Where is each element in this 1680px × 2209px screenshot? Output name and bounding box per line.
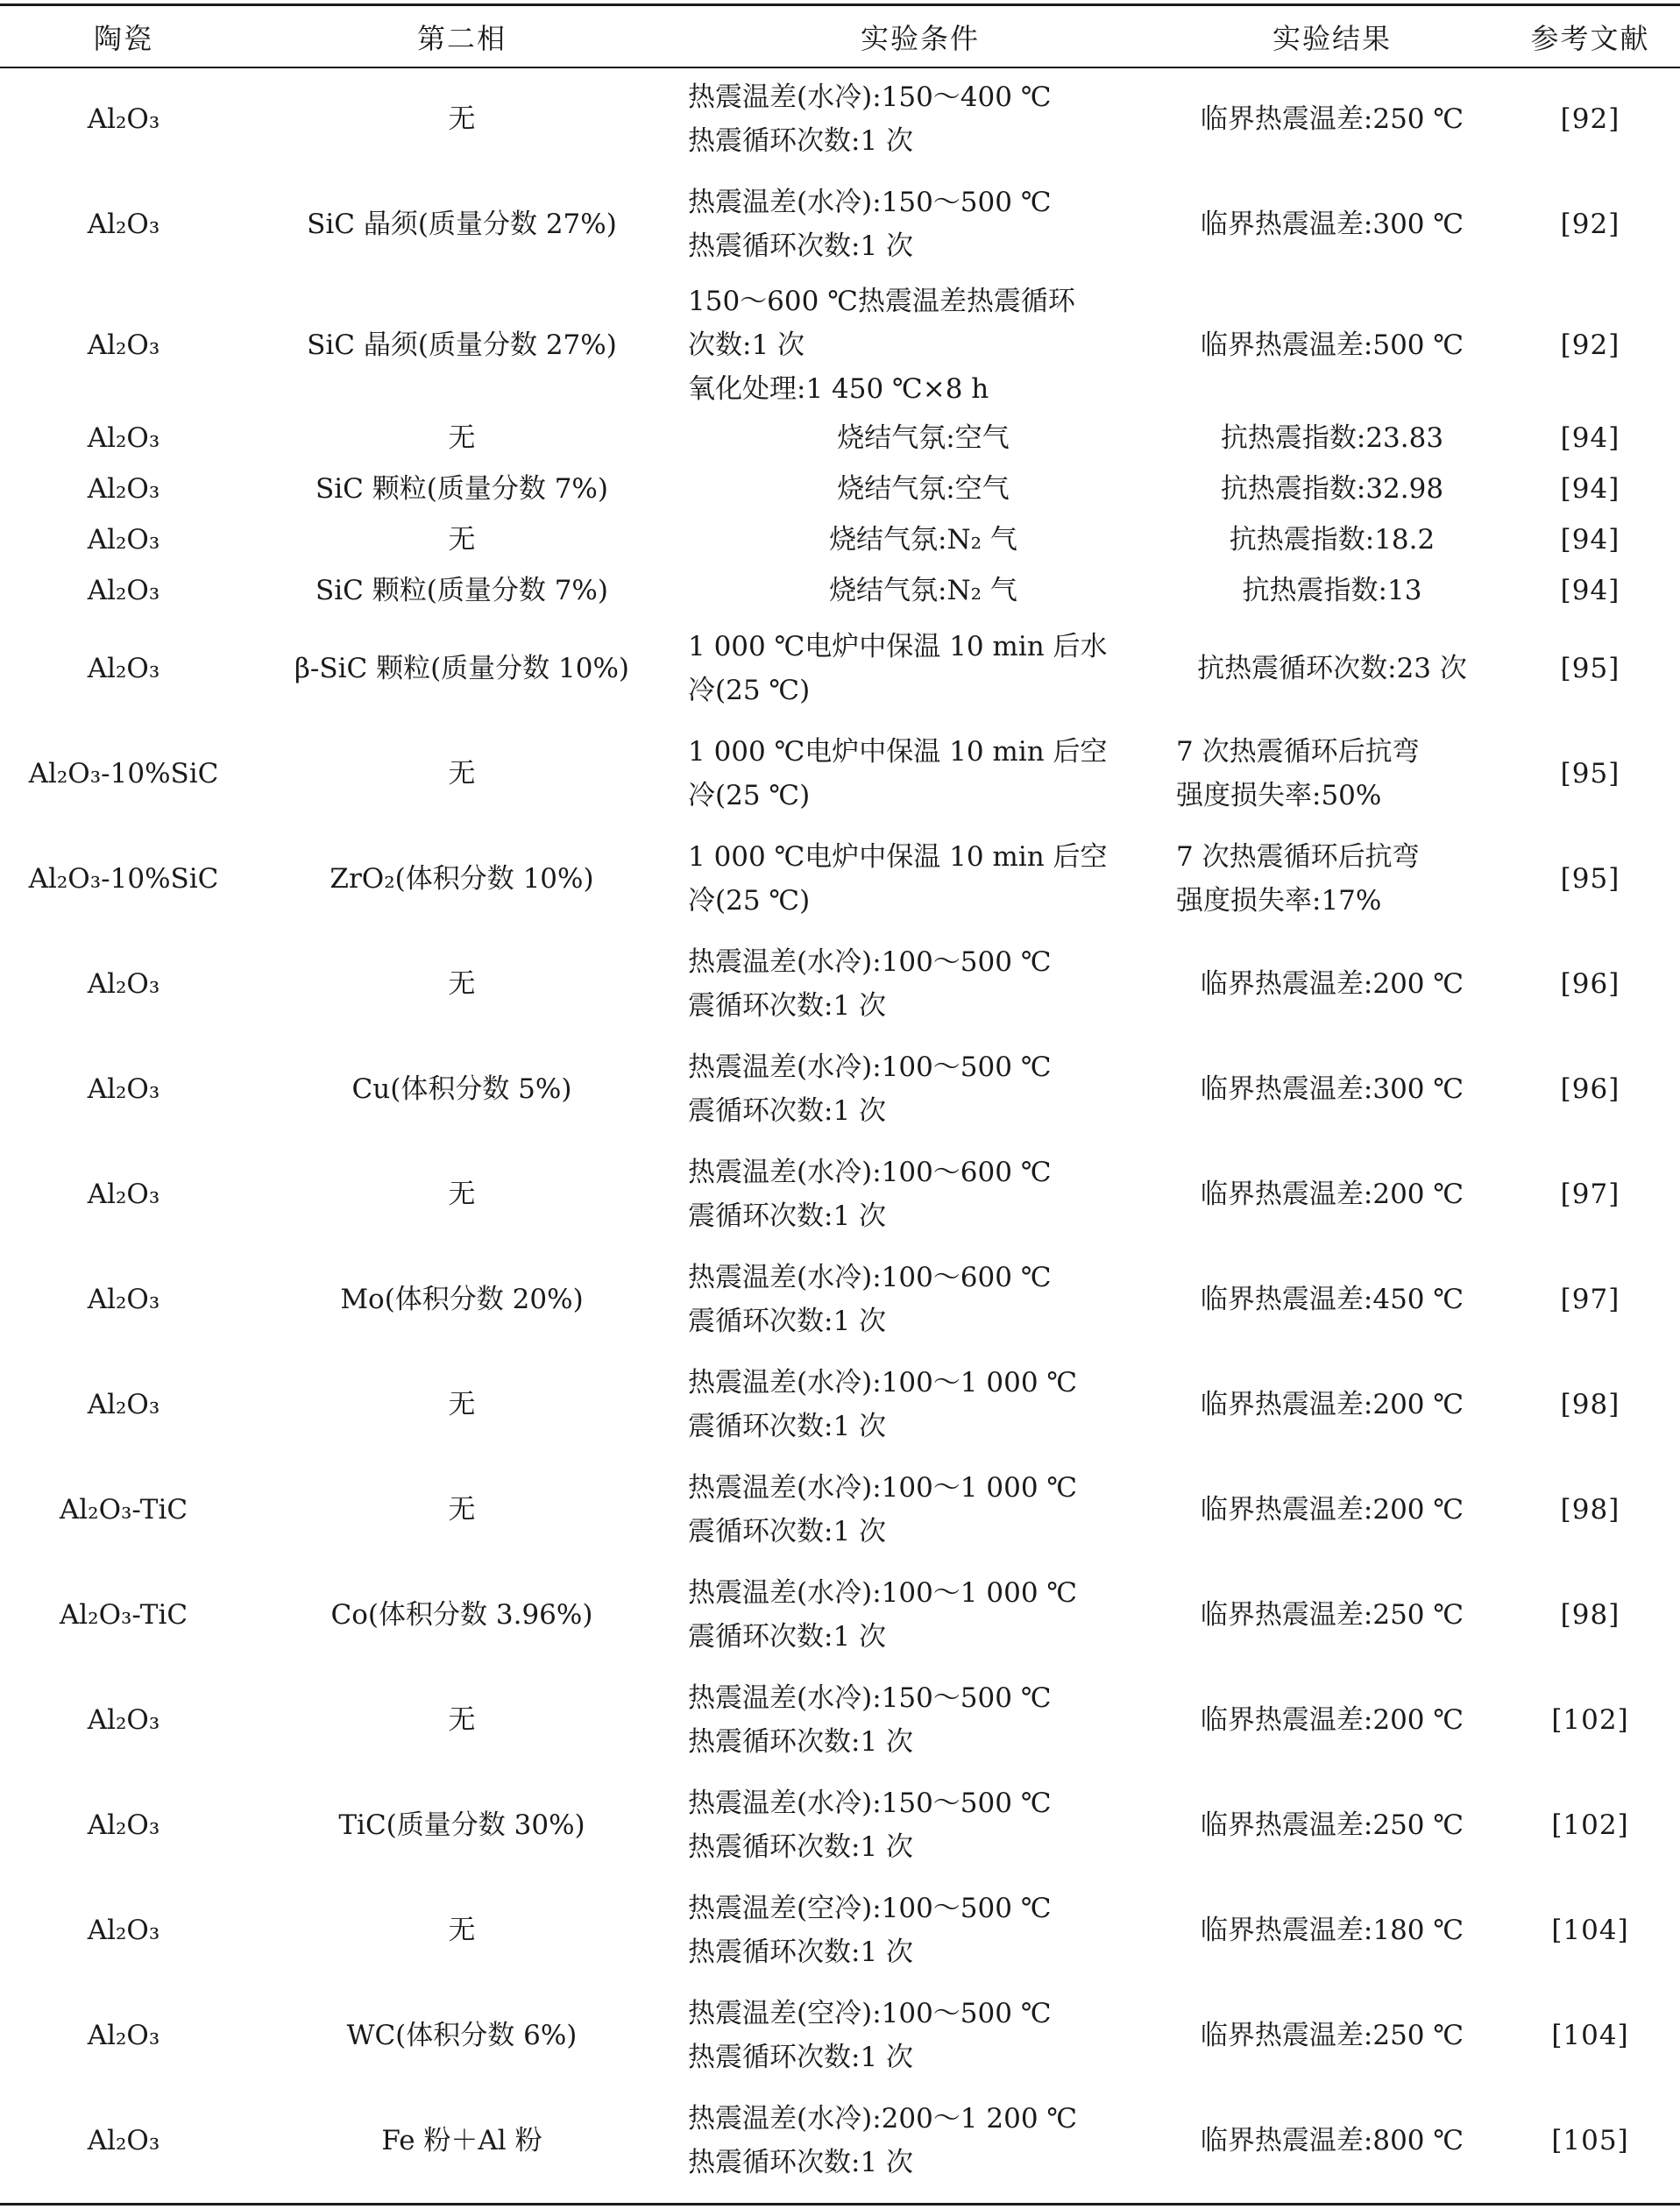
condition-line: 热震温差(水冷):100～500 ℃ (688, 1051, 1052, 1083)
condition-line: 热震温差(空冷):100～500 ℃ (688, 1998, 1052, 2029)
cell-second-phase: Cu(体积分数 5%) (351, 1073, 572, 1105)
condition-line: 冷(25 ℃) (688, 675, 811, 706)
cell-reference: [92] (1560, 329, 1620, 361)
cell-reference: [102] (1551, 1704, 1629, 1736)
cell-reference: [94] (1560, 473, 1620, 505)
table-row (0, 67, 1680, 172)
table-body (0, 67, 1680, 2193)
cell-reference: [104] (1551, 2020, 1629, 2051)
condition-line: 震循环次数:1 次 (688, 1306, 887, 1337)
cell-ceramic: Al₂O₃ (87, 1809, 160, 1841)
cell-ceramic: Al₂O₃-10%SiC (28, 863, 219, 895)
cell-conditions (677, 1878, 1164, 1983)
cell-conditions (677, 565, 1164, 616)
table-row (0, 721, 1680, 826)
condition-line: 热震循环次数:1 次 (688, 230, 914, 262)
cell-conditions (677, 721, 1164, 826)
condition-line: 热震温差(水冷):150～400 ℃ (688, 81, 1052, 113)
cell-result (1164, 565, 1500, 616)
result-line: 7 次热震循环后抗弯 (1176, 736, 1420, 768)
cell-reference: [97] (1560, 1179, 1620, 1210)
cell-result (1164, 2088, 1500, 2193)
cell-conditions (677, 1983, 1164, 2088)
cell-conditions (677, 1247, 1164, 1352)
cell-ceramic: Al₂O₃ (87, 1179, 160, 1210)
data-table (0, 6, 1680, 2193)
condition-line: 热震温差(水冷):100～600 ℃ (688, 1262, 1052, 1293)
table-row (0, 616, 1680, 721)
condition-line: 冷(25 ℃) (688, 780, 811, 811)
condition-line: 震循环次数:1 次 (688, 1200, 887, 1232)
cell-ceramic: Al₂O₃ (87, 968, 160, 1000)
cell-conditions (677, 464, 1164, 514)
table-row (0, 277, 1680, 413)
result-line: 临界热震温差:250 ℃ (1200, 1809, 1464, 1841)
cell-second-phase: WC(体积分数 6%) (346, 2020, 578, 2051)
table-row (0, 1562, 1680, 1667)
header-reference: 参考文献 (1530, 21, 1650, 55)
condition-line: 1 000 ℃电炉中保温 10 min 后空 (688, 841, 1108, 873)
condition-line: 热震循环次数:1 次 (688, 2042, 914, 2073)
cell-ceramic: Al₂O₃ (87, 1284, 160, 1315)
condition-line: 冷(25 ℃) (688, 885, 811, 917)
cell-reference: [96] (1560, 968, 1620, 1000)
cell-second-phase: 无 (448, 1179, 476, 1210)
cell-second-phase: 无 (448, 1704, 476, 1736)
cell-result (1164, 464, 1500, 514)
condition-line: 热震循环次数:1 次 (688, 1936, 914, 1968)
result-line: 抗热震循环次数:23 次 (1197, 653, 1467, 684)
result-line: 临界热震温差:200 ℃ (1200, 968, 1464, 1000)
cell-second-phase: SiC 晶须(质量分数 27%) (307, 329, 617, 361)
result-line: 临界热震温差:800 ℃ (1200, 2125, 1464, 2156)
cell-result (1164, 616, 1500, 721)
result-line: 临界热震温差:200 ℃ (1200, 1704, 1464, 1736)
cell-conditions (677, 1352, 1164, 1457)
condition-line: 震循环次数:1 次 (688, 1621, 887, 1653)
cell-reference: [94] (1560, 422, 1620, 454)
result-line: 临界热震温差:200 ℃ (1200, 1389, 1464, 1420)
cell-reference: [94] (1560, 524, 1620, 556)
cell-ceramic: Al₂O₃ (87, 1704, 160, 1736)
condition-line: 烧结气氛:空气 (837, 473, 1010, 505)
condition-line: 热震循环次数:1 次 (688, 2147, 914, 2178)
cell-result (1164, 1457, 1500, 1562)
cell-ceramic: Al₂O₃ (87, 473, 160, 505)
condition-line: 次数:1 次 (688, 329, 805, 361)
table-row (0, 413, 1680, 464)
cell-reference: [95] (1560, 863, 1620, 895)
table-row (0, 1983, 1680, 2088)
cell-second-phase: β-SiC 颗粒(质量分数 10%) (294, 653, 630, 684)
cell-reference: [104] (1551, 1915, 1629, 1946)
condition-line: 热震温差(水冷):150～500 ℃ (688, 187, 1052, 218)
cell-result (1164, 1352, 1500, 1457)
cell-result (1164, 1878, 1500, 1983)
result-line: 临界热震温差:300 ℃ (1200, 1073, 1464, 1105)
cell-second-phase: SiC 颗粒(质量分数 7%) (315, 473, 608, 505)
cell-conditions (677, 413, 1164, 464)
condition-line: 烧结气氛:N₂ 气 (829, 575, 1017, 606)
cell-conditions (677, 514, 1164, 565)
cell-second-phase: 无 (448, 968, 476, 1000)
cell-conditions (677, 1457, 1164, 1562)
cell-conditions (677, 1037, 1164, 1142)
cell-reference: [98] (1560, 1389, 1620, 1420)
table-row (0, 1667, 1680, 1773)
table-row (0, 464, 1680, 514)
result-line: 临界热震温差:250 ℃ (1200, 2020, 1464, 2051)
condition-line: 1 000 ℃电炉中保温 10 min 后水 (688, 631, 1108, 662)
table-row (0, 1352, 1680, 1457)
cell-conditions (677, 1667, 1164, 1773)
condition-line: 热震温差(水冷):150～500 ℃ (688, 1682, 1052, 1714)
condition-line: 热震温差(水冷):150～500 ℃ (688, 1788, 1052, 1819)
cell-result (1164, 277, 1500, 413)
condition-line: 热震循环次数:1 次 (688, 1726, 914, 1758)
result-line: 临界热震温差:250 ℃ (1200, 1599, 1464, 1631)
cell-second-phase: 无 (448, 103, 476, 135)
cell-second-phase: 无 (448, 758, 476, 789)
table-row (0, 826, 1680, 931)
result-line: 抗热震指数:23.83 (1220, 422, 1444, 454)
condition-line: 热震温差(水冷):100～600 ℃ (688, 1157, 1052, 1188)
cell-conditions (677, 1142, 1164, 1247)
cell-result (1164, 1247, 1500, 1352)
table-row (0, 565, 1680, 616)
cell-result (1164, 67, 1500, 172)
condition-line: 热震温差(空冷):100～500 ℃ (688, 1893, 1052, 1924)
cell-result (1164, 931, 1500, 1037)
cell-reference: [98] (1560, 1494, 1620, 1526)
result-line: 临界热震温差:450 ℃ (1200, 1284, 1464, 1315)
cell-conditions (677, 172, 1164, 277)
cell-second-phase: ZrO₂(体积分数 10%) (330, 863, 594, 895)
cell-ceramic: Al₂O₃ (87, 209, 160, 240)
cell-reference: [95] (1560, 758, 1620, 789)
cell-ceramic: Al₂O₃-10%SiC (28, 758, 219, 789)
condition-line: 热震温差(水冷):100～1 000 ℃ (688, 1367, 1078, 1398)
condition-line: 烧结气氛:空气 (837, 422, 1010, 454)
header-second-phase: 第二相 (416, 21, 507, 55)
cell-result (1164, 721, 1500, 826)
table-row (0, 1247, 1680, 1352)
cell-ceramic: Al₂O₃-TiC (59, 1599, 188, 1631)
cell-reference: [102] (1551, 1809, 1629, 1841)
table-row (0, 1878, 1680, 1983)
cell-result (1164, 1037, 1500, 1142)
cell-conditions (677, 1562, 1164, 1667)
cell-second-phase: SiC 颗粒(质量分数 7%) (315, 575, 608, 606)
cell-ceramic: Al₂O₃ (87, 2125, 160, 2156)
cell-result (1164, 1142, 1500, 1247)
header-ceramic: 陶瓷 (93, 21, 153, 55)
cell-reference: [98] (1560, 1599, 1620, 1631)
cell-ceramic: Al₂O₃ (87, 422, 160, 454)
condition-line: 震循环次数:1 次 (688, 1095, 887, 1127)
condition-line: 震循环次数:1 次 (688, 1516, 887, 1547)
cell-ceramic: Al₂O₃ (87, 1389, 160, 1420)
condition-line: 热震温差(水冷):200～1 200 ℃ (688, 2103, 1078, 2135)
cell-reference: [97] (1560, 1284, 1620, 1315)
cell-ceramic: Al₂O₃ (87, 1073, 160, 1105)
table-row (0, 1773, 1680, 1878)
cell-ceramic: Al₂O₃ (87, 575, 160, 606)
result-line: 临界热震温差:200 ℃ (1200, 1179, 1464, 1210)
result-line: 强度损失率:50% (1176, 780, 1382, 811)
table-row (0, 2088, 1680, 2193)
condition-line: 1 000 ℃电炉中保温 10 min 后空 (688, 736, 1108, 768)
result-line: 临界热震温差:500 ℃ (1200, 329, 1464, 361)
cell-ceramic: Al₂O₃ (87, 103, 160, 135)
cell-conditions (677, 277, 1164, 413)
bottom-rule (0, 2203, 1680, 2205)
condition-line: 150～600 ℃热震温差热震循环 (688, 285, 1075, 317)
cell-conditions (677, 616, 1164, 721)
result-line: 临界热震温差:180 ℃ (1200, 1915, 1464, 1946)
cell-reference: [94] (1560, 575, 1620, 606)
result-line: 强度损失率:17% (1176, 885, 1382, 917)
cell-second-phase: Co(体积分数 3.96%) (330, 1599, 593, 1631)
cell-second-phase: 无 (448, 1915, 476, 1946)
cell-reference: [95] (1560, 653, 1620, 684)
condition-line: 震循环次数:1 次 (688, 1411, 887, 1442)
cell-second-phase: 无 (448, 422, 476, 454)
header-row (0, 6, 1680, 67)
cell-conditions (677, 931, 1164, 1037)
cell-result (1164, 1667, 1500, 1773)
condition-line: 氧化处理:1 450 ℃×8 h (688, 372, 989, 405)
condition-line: 热震循环次数:1 次 (688, 125, 914, 157)
condition-line: 热震温差(水冷):100～500 ℃ (688, 946, 1052, 978)
cell-reference: [92] (1560, 209, 1620, 240)
cell-result (1164, 172, 1500, 277)
cell-second-phase: TiC(质量分数 30%) (338, 1809, 585, 1841)
result-line: 抗热震指数:18.2 (1229, 524, 1435, 556)
cell-ceramic: Al₂O₃ (87, 1915, 160, 1946)
condition-line: 震循环次数:1 次 (688, 990, 887, 1022)
cell-conditions (677, 1773, 1164, 1878)
cell-second-phase: SiC 晶须(质量分数 27%) (307, 209, 617, 240)
cell-result (1164, 1562, 1500, 1667)
cell-second-phase: Mo(体积分数 20%) (340, 1284, 584, 1315)
cell-result (1164, 826, 1500, 931)
header-result: 实验结果 (1272, 21, 1392, 55)
cell-conditions (677, 2088, 1164, 2193)
condition-line: 热震温差(水冷):100～1 000 ℃ (688, 1577, 1078, 1609)
result-line: 7 次热震循环后抗弯 (1176, 841, 1420, 873)
cell-ceramic: Al₂O₃-TiC (59, 1494, 188, 1526)
result-line: 临界热震温差:250 ℃ (1200, 103, 1464, 135)
cell-result (1164, 1773, 1500, 1878)
result-line: 临界热震温差:300 ℃ (1200, 209, 1464, 240)
cell-conditions (677, 826, 1164, 931)
cell-ceramic: Al₂O₃ (87, 524, 160, 556)
table-row (0, 172, 1680, 277)
table-row (0, 1037, 1680, 1142)
cell-result (1164, 514, 1500, 565)
table-row (0, 1142, 1680, 1247)
result-line: 抗热震指数:32.98 (1220, 473, 1444, 505)
cell-ceramic: Al₂O₃ (87, 2020, 160, 2051)
table-row (0, 514, 1680, 565)
header-conditions: 实验条件 (860, 21, 980, 55)
condition-line: 烧结气氛:N₂ 气 (829, 524, 1017, 556)
cell-second-phase: 无 (448, 524, 476, 556)
cell-conditions (677, 67, 1164, 172)
cell-second-phase: 无 (448, 1389, 476, 1420)
cell-reference: [96] (1560, 1073, 1620, 1105)
table-row (0, 931, 1680, 1037)
cell-second-phase: Fe 粉＋Al 粉 (381, 2125, 542, 2156)
cell-ceramic: Al₂O₃ (87, 653, 160, 684)
table-row (0, 1457, 1680, 1562)
result-line: 临界热震温差:200 ℃ (1200, 1494, 1464, 1526)
cell-second-phase: 无 (448, 1494, 476, 1526)
cell-result (1164, 413, 1500, 464)
cell-reference: [92] (1560, 103, 1620, 135)
condition-line: 热震温差(水冷):100～1 000 ℃ (688, 1472, 1078, 1504)
cell-reference: [105] (1551, 2125, 1629, 2156)
cell-ceramic: Al₂O₃ (87, 329, 160, 361)
cell-result (1164, 1983, 1500, 2088)
result-line: 抗热震指数:13 (1242, 575, 1422, 606)
condition-line: 热震循环次数:1 次 (688, 1831, 914, 1863)
